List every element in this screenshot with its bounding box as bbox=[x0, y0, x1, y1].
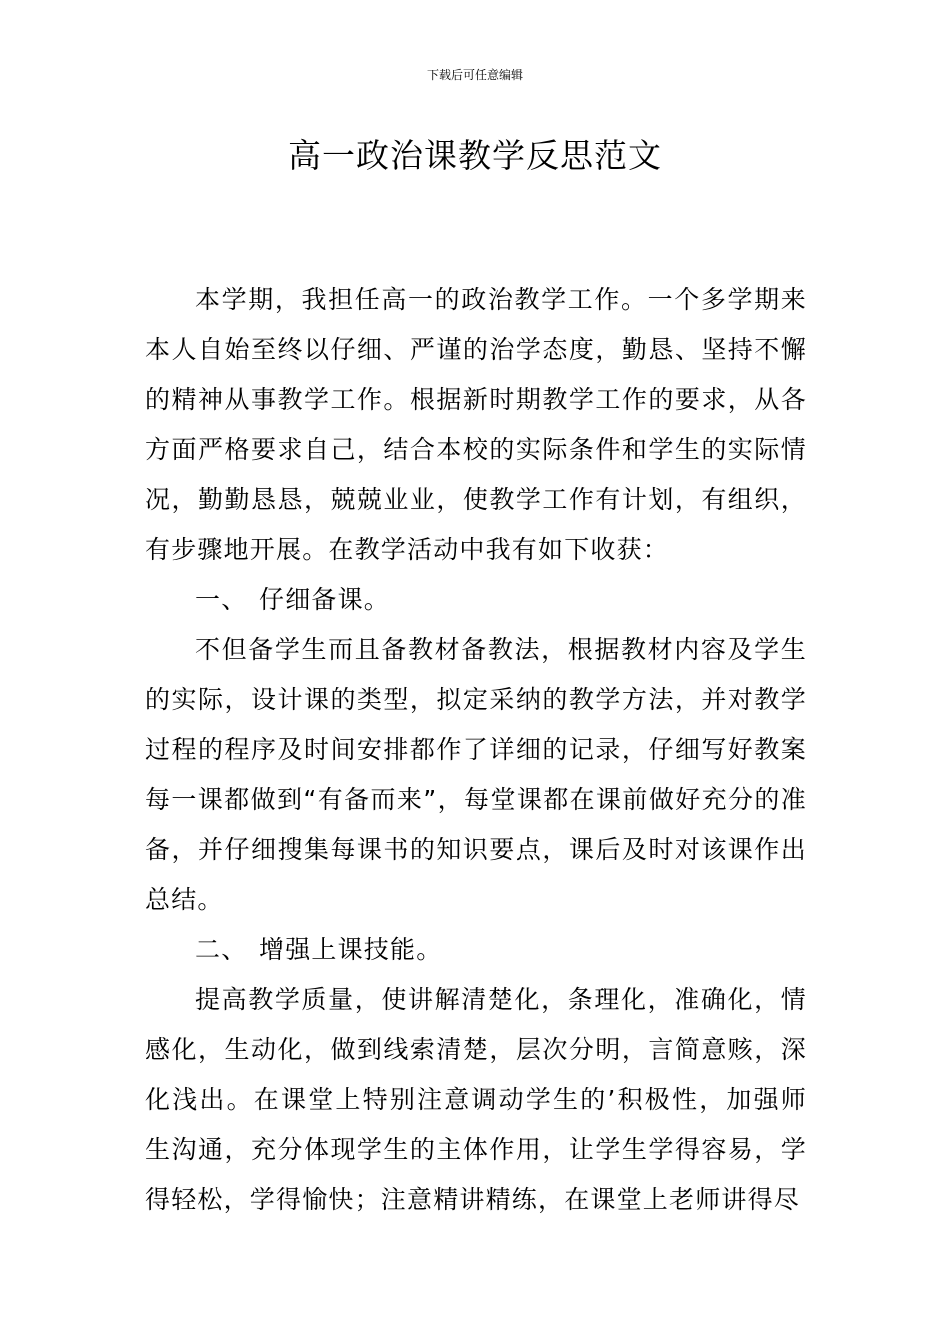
section-number-1: 一、 bbox=[195, 585, 248, 614]
header-note: 下载后可任意编辑 bbox=[426, 68, 523, 82]
document-body bbox=[145, 275, 807, 1225]
section-heading-1 bbox=[145, 575, 807, 625]
document-title: 高一政治课教学反思范文 bbox=[288, 136, 662, 175]
intro-paragraph: 本学期，我担任高一的政治教学工作。一个多学期来本人自始至终以仔细、严谨的治学态度，勤恳、坚持不懈的精神从事教学工作。根据新时期教学工作的要求，从各方面严格要求自己，结合本校的实际条件和学生的实际情况，勤勤恳恳，兢兢业业，使教学工作有计划，有组织，有步骤地开展。在教学活动中我有如下收获： bbox=[145, 285, 807, 564]
section-body-2: 提高教学质量，使讲解清楚化，条理化，准确化，情感化，生动化，做到线索清楚，层次分明，言简意赅，深化浅出。在课堂上特别注意调动学生的’积极性，加强师生沟通，充分体现学生的主体作用，让学生学得容易，学得轻松，学得愉快；注意精讲精练，在课堂上老师讲得尽 bbox=[145, 985, 807, 1214]
section-body-1: 不但备学生而且备教材备教法，根据教材内容及学生的实际，设计课的类型，拟定采纳的教学方法，并对教学过程的程序及时间安排都作了详细的记录，仔细写好教案每一课都做到“有备而来”，每堂课都在课前做好充分的准备，并仔细搜集每课书的知识要点，课后及时对该课作出总结。 bbox=[145, 635, 807, 914]
section-heading-text-2: 增强上课技能。 bbox=[259, 935, 443, 964]
section-heading-text-1: 仔细备课。 bbox=[259, 585, 391, 614]
section-number-2: 二、 bbox=[195, 935, 248, 964]
section-heading-2 bbox=[145, 925, 807, 975]
